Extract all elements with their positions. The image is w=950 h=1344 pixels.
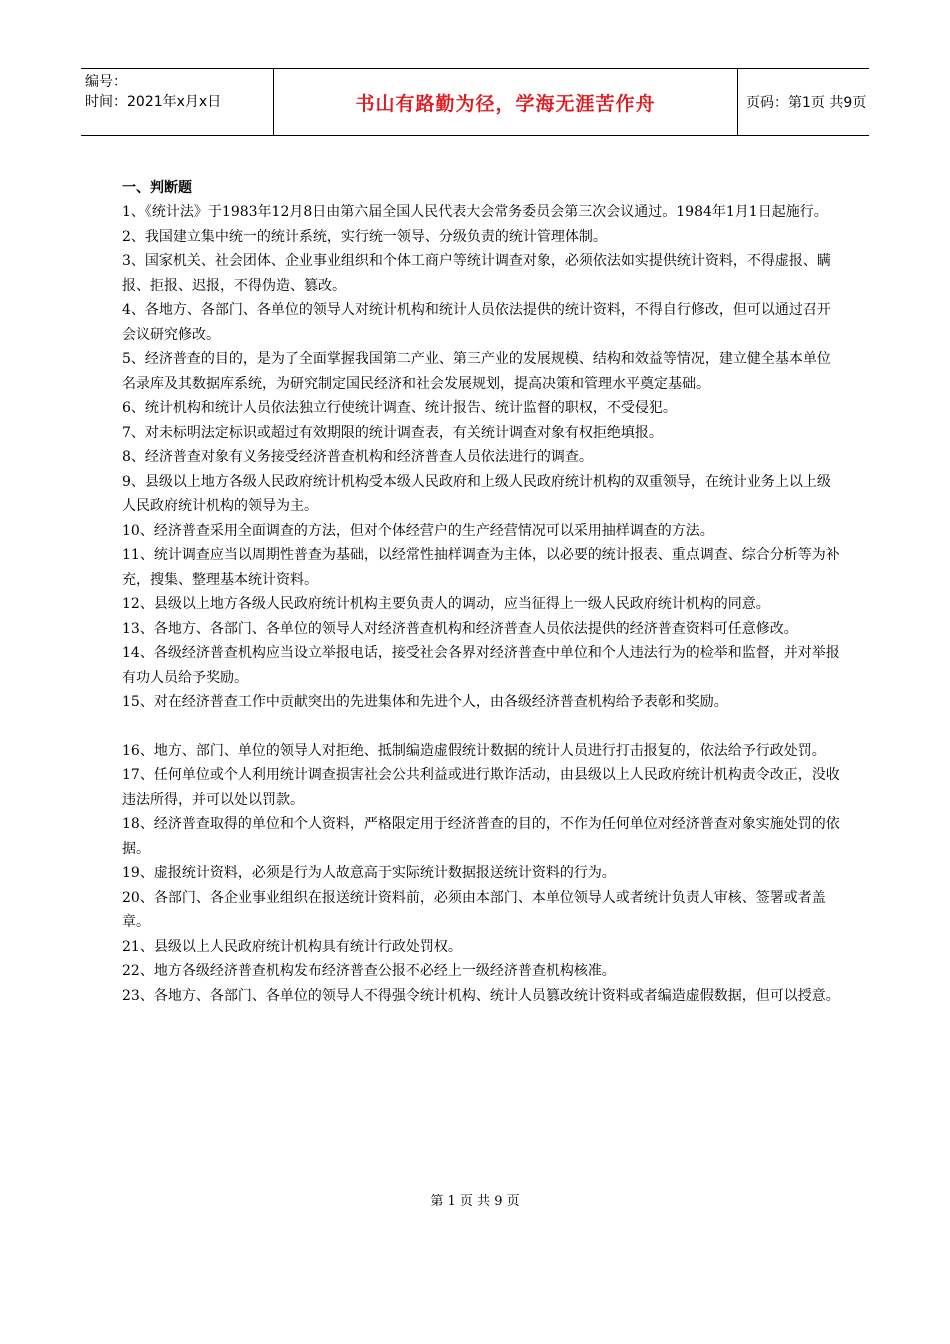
list-item: 16、地方、部门、单位的领导人对拒绝、抵制编造虚假统计数据的统计人员进行打击报复的，依法给予行政处罚。	[122, 742, 826, 759]
list-item: 11、统计调查应当以周期性普查为基础，以经常性抽样调查为主体，以必要的统计报表、重点调查、综合分析等为补充，搜集、整理基本统计资料。	[122, 547, 840, 588]
page-footer: 第 1 页 共 9 页	[430, 1194, 520, 1209]
list-item: 1、《统计法》于1983年12月8日由第六届全国人民代表大会常务委员会第三次会议通过。1984年1月1日起施行。	[122, 204, 828, 220]
header-page-info: 页码：第1页 共9页	[746, 95, 867, 111]
number-label: 编号：	[85, 74, 127, 90]
list-item: 23、各地方、各部门、各单位的领导人不得强令统计机构、统计人员篡改统计资料或者编造虚假数据，但可以授意。	[122, 987, 840, 1004]
list-item: 15、对在经济普查工作中贡献突出的先进集体和先进个人，由各级经济普查机构给予表彰和奖励。	[122, 694, 728, 710]
list-item: 22、地方各级经济普查机构发布经济普查公报不必经上一级经济普查机构核准。	[122, 963, 616, 979]
list-item: 20、各部门、各企业事业组织在报送统计资料前，必须由本部门、本单位领导人或者统计负责人审核、签署或者盖章。	[122, 889, 826, 930]
list-item: 10、经济普查采用全面调查的方法，但对个体经营户的生产经营情况可以采用抽样调查的方法。	[122, 522, 714, 539]
list-item: 19、虚报统计资料，必须是行为人故意高于实际统计数据报送统计资料的行为。	[122, 865, 616, 881]
list-item: 14、各级经济普查机构应当设立举报电话，接受社会各界对经济普查中单位和个人违法行为的检举和监督，并对举报有功人员给予奖励。	[122, 645, 840, 686]
list-item: 21、县级以上人民政府统计机构具有统计行政处罚权。	[122, 938, 462, 955]
list-item: 5、经济普查的目的，是为了全面掌握我国第二产业、第三产业的发展规模、结构和效益等情况，建立健全基本单位名录库及其数据库系统，为研究制定国民经济和社会发展规划，提高决策和管理水平奠定基础。	[122, 351, 831, 392]
list-item: 8、经济普查对象有义务接受经济普查机构和经济普查人员依法进行的调查。	[122, 449, 593, 465]
list-item: 2、我国建立集中统一的统计系统，实行统一领导、分级负责的统计管理体制。	[122, 228, 607, 245]
time-label: 时间：2021年x月x日	[85, 94, 222, 110]
list-item: 3、国家机关、社会团体、企业事业组织和个体工商户等统计调查对象，必须依法如实提供统计资料，不得虚报、瞒报、拒报、迟报，不得伪造、篡改。	[122, 253, 831, 294]
paragraph-gap	[122, 715, 840, 739]
list-item: 7、对未标明法定标识或超过有效期限的统计调查表，有关统计调查对象有权拒绝填报。	[122, 424, 663, 441]
list-item: 18、经济普查取得的单位和个人资料，严格限定用于经济普查的目的，不作为任何单位对经济普查对象实施处罚的依据。	[122, 816, 840, 857]
list-item: 12、县级以上地方各级人民政府统计机构主要负责人的调动，应当征得上一级人民政府统计机构的同意。	[122, 596, 770, 612]
list-item: 6、统计机构和统计人员依法独立行使统计调查、统计报告、统计监督的职权，不受侵犯。	[122, 400, 677, 416]
list-item: 9、县级以上地方各级人民政府统计机构受本级人民政府和上级人民政府统计机构的双重领导，在统计业务上以上级人民政府统计机构的领导为主。	[122, 473, 831, 514]
list-item: 4、各地方、各部门、各单位的领导人对统计机构和统计人员依法提供的统计资料，不得自行修改，但可以通过召开会议研究修改。	[122, 302, 831, 343]
header-motto: 书山有路勤为径，学海无涯苦作舟	[274, 69, 738, 135]
document-body	[122, 176, 840, 1008]
list-item: 13、各地方、各部门、各单位的领导人对经济普查机构和经济普查人员依法提供的经济普查资料可任意修改。	[122, 620, 798, 637]
section-title: 一、判断题	[122, 180, 192, 196]
list-item: 17、任何单位或个人利用统计调查损害社会公共利益或进行欺诈活动，由县级以上人民政府统计机构责令改正，没收违法所得，并可以处以罚款。	[122, 767, 840, 808]
page-header	[81, 68, 869, 136]
header-meta	[81, 69, 274, 135]
